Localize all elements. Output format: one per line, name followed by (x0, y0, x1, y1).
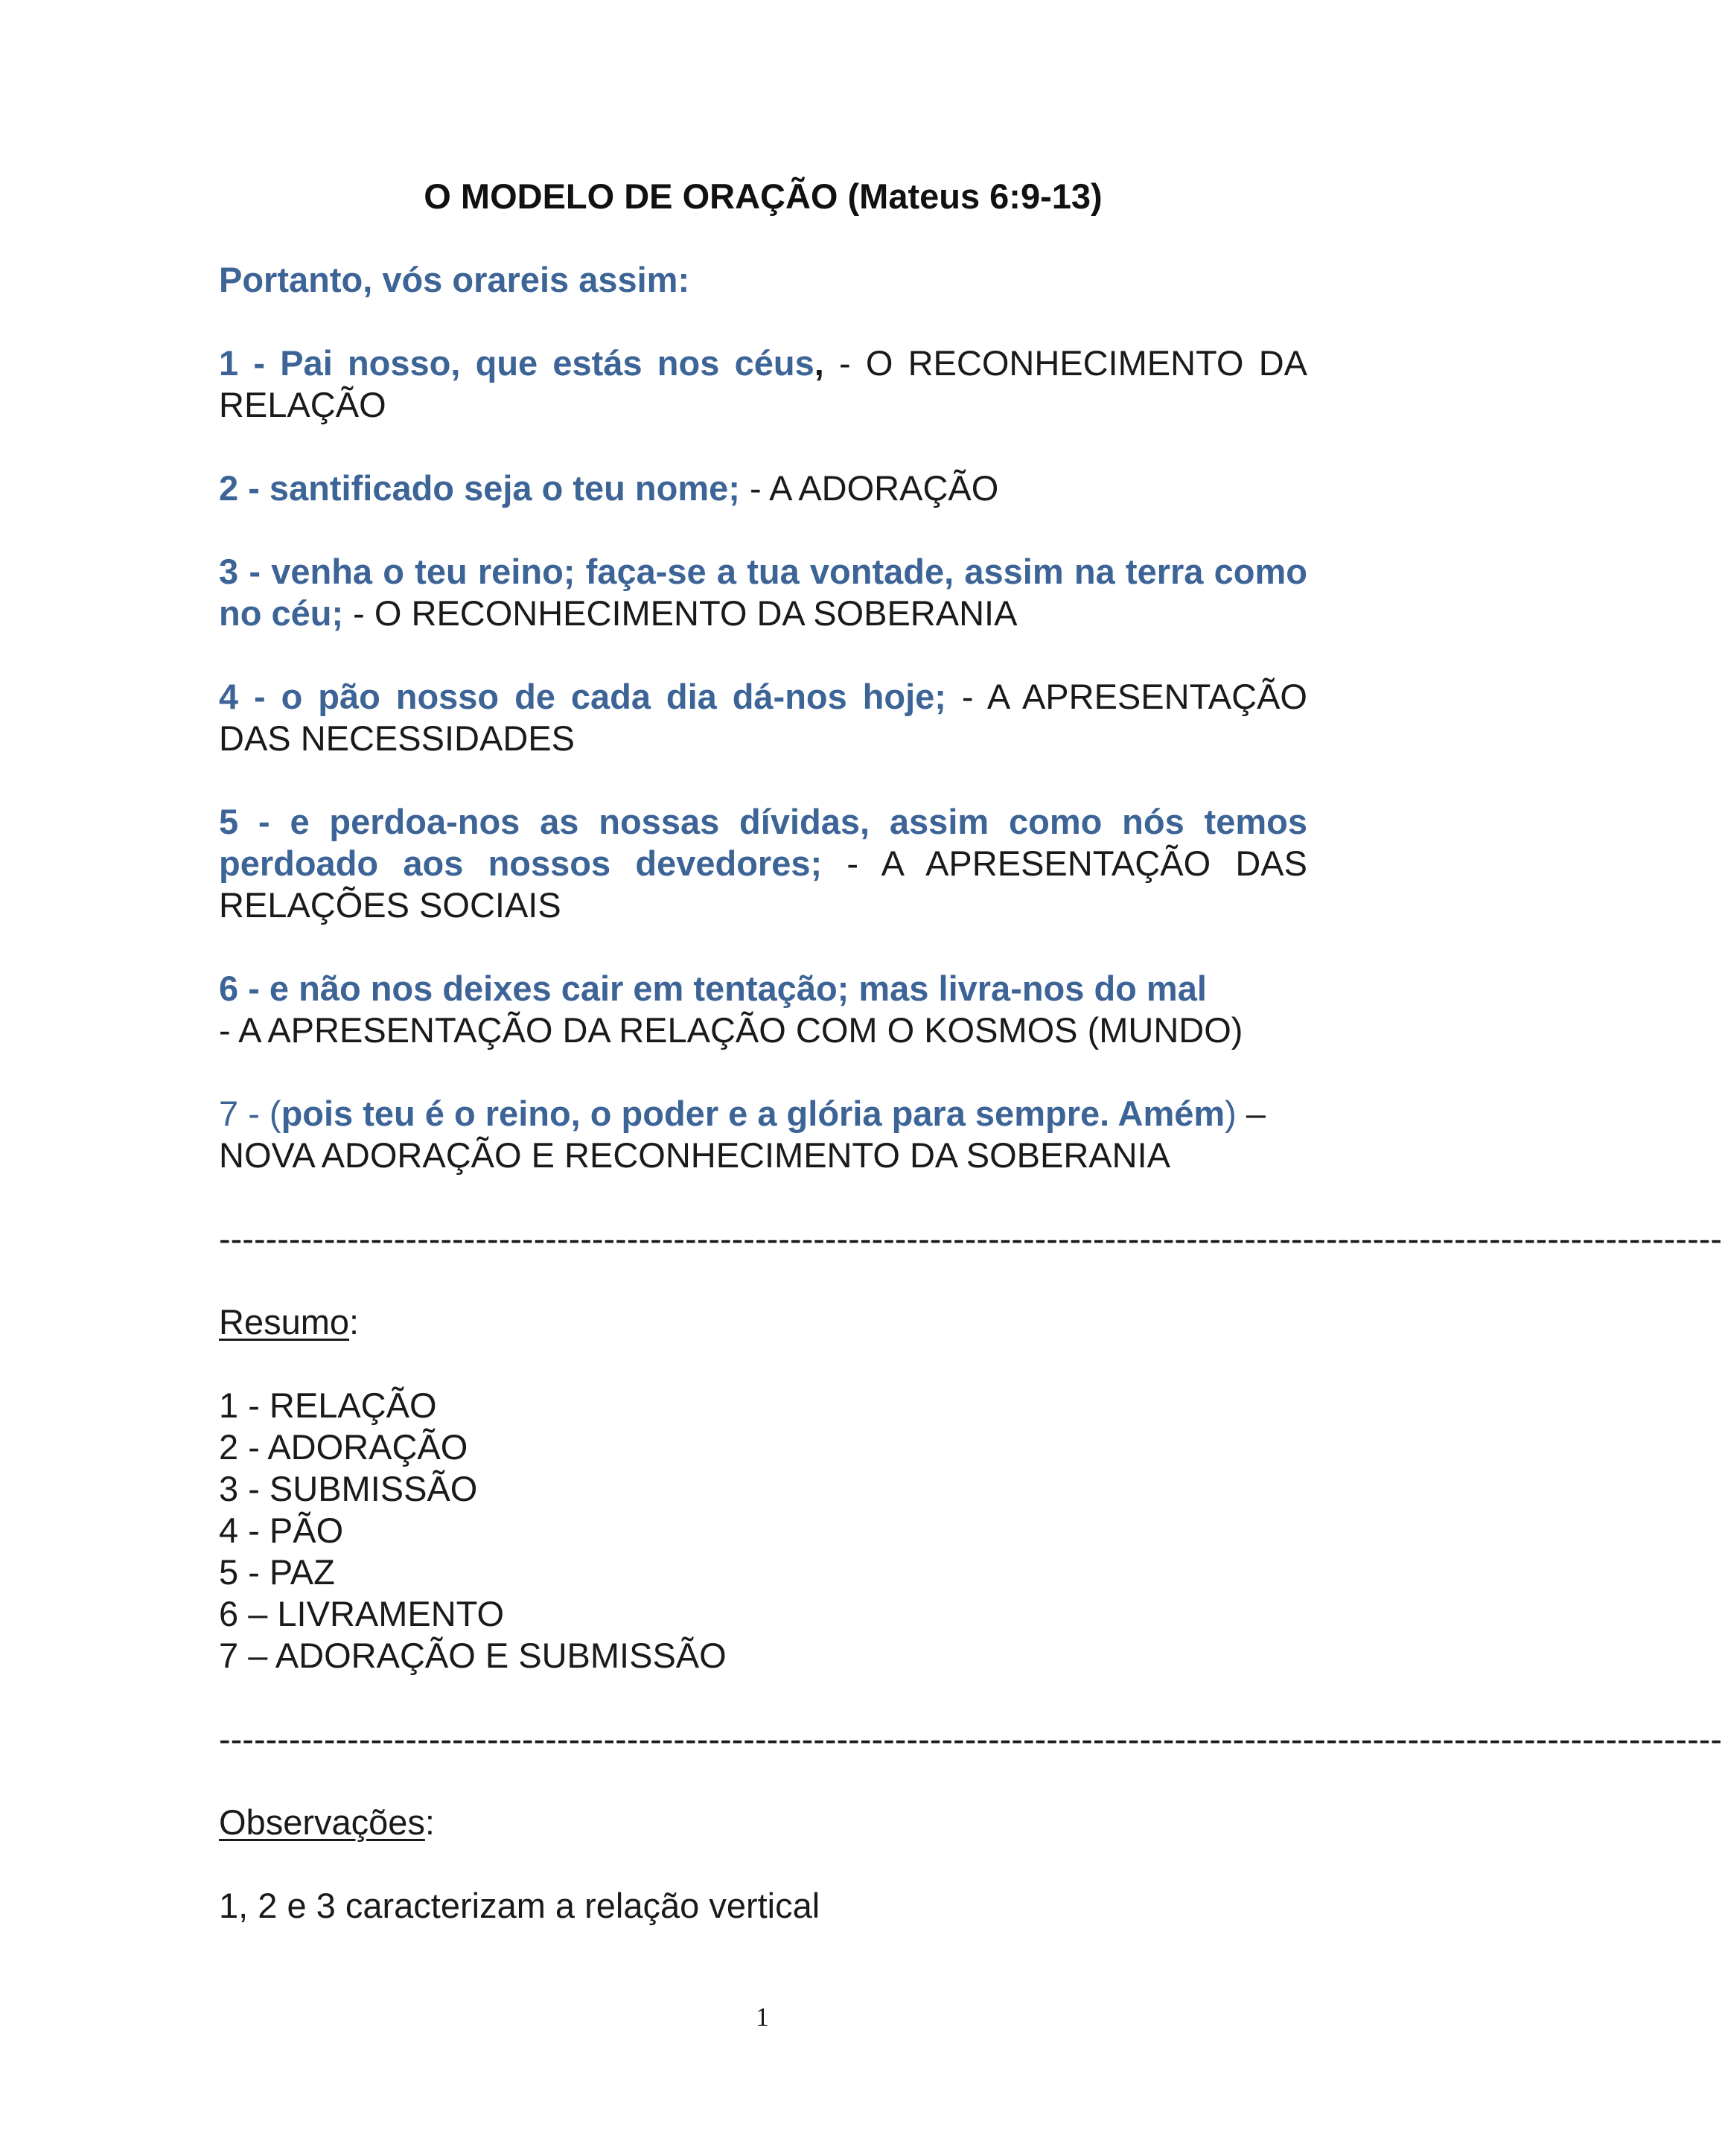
observations-heading-text: Observações (219, 1802, 425, 1842)
verse-prefix-7: 7 - ( (219, 1094, 281, 1133)
observation-line: 1, 2 e 3 caracterizam a relação vertical (219, 1886, 820, 1925)
prayer-item-7 (219, 1093, 1307, 1176)
verse-text-7: pois teu é o reino, o poder e a glória para sempre. Amém (281, 1094, 1225, 1133)
verse-suffix-7: ) (1225, 1094, 1237, 1133)
meaning-text-4: - A APRESENTAÇÃO DAS NECESSIDADES (219, 677, 1307, 758)
observations-heading-colon: : (424, 1802, 435, 1842)
summary-list (219, 1385, 1307, 1677)
meaning-text-2: - A ADORAÇÃO (739, 468, 999, 508)
verse-text-2: 2 - santificado seja o teu nome; (219, 468, 740, 508)
prayer-item-5 (219, 801, 1307, 926)
meaning-text-6: - A APRESENTAÇÃO DA RELAÇÃO COM O KOSMOS (MUNDO) (219, 1010, 1243, 1050)
prayer-item-6 (219, 968, 1307, 1051)
summary-heading-colon: : (349, 1302, 360, 1342)
summary-heading (219, 1301, 1307, 1343)
verse-text-6: 6 - e não nos deixes cair em tentação; mas livra-nos do mal (219, 969, 1207, 1008)
meaning-text-7: – NOVA ADORAÇÃO E RECONHECIMENTO DA SOBERANIA (219, 1094, 1266, 1175)
verse-text-1: 1 - Pai nosso, que estás nos céus (219, 343, 814, 383)
prayer-item-2 (219, 468, 1307, 509)
summary-item: 4 - PÃO (219, 1511, 344, 1550)
document-body (219, 176, 1722, 1927)
summary-item: 6 – LIVRAMENTO (219, 1594, 505, 1633)
summary-heading-text: Resumo (219, 1302, 350, 1342)
document-title: O MODELO DE ORAÇÃO (Mateus 6:9-13) (424, 176, 1103, 216)
verse-text-3: 3 - venha o teu reino; faça-se a tua vontade, assim na terra como no céu; (219, 552, 1307, 633)
summary-item: 5 - PAZ (219, 1552, 335, 1592)
verse-text-5: 5 - e perdoa-nos as nossas dívidas, assim como nós temos perdoado aos nossos devedores; (219, 802, 1307, 883)
summary-item: 3 - SUBMISSÃO (219, 1469, 478, 1508)
divider-line: --------------------------------------------------------------------------------------------------------------------------------- (219, 1219, 1722, 1258)
observations-heading (219, 1802, 1307, 1843)
prayer-item-4 (219, 676, 1307, 759)
verse-text-4: 4 - o pão nosso de cada dia dá-nos hoje; (219, 677, 946, 716)
summary-item: 7 – ADORAÇÃO E SUBMISSÃO (219, 1636, 727, 1675)
summary-item: 1 - RELAÇÃO (219, 1385, 437, 1425)
verse-separator-1: , (814, 343, 824, 383)
intro-line: Portanto, vós orareis assim: (219, 260, 690, 299)
divider-line: --------------------------------------------------------------------------------------------------------------------------------- (219, 1719, 1722, 1758)
meaning-text-5: - A APRESENTAÇÃO DAS RELAÇÕES SOCIAIS (219, 843, 1308, 925)
prayer-item-3 (219, 551, 1307, 634)
meaning-text-3: - O RECONHECIMENTO DA SOBERANIA (343, 593, 1018, 633)
summary-item: 2 - ADORAÇÃO (219, 1427, 468, 1467)
meaning-text-1: - O RECONHECIMENTO DA RELAÇÃO (219, 343, 1307, 424)
prayer-item-1 (219, 342, 1307, 426)
page-number: 1 (756, 2002, 769, 2032)
